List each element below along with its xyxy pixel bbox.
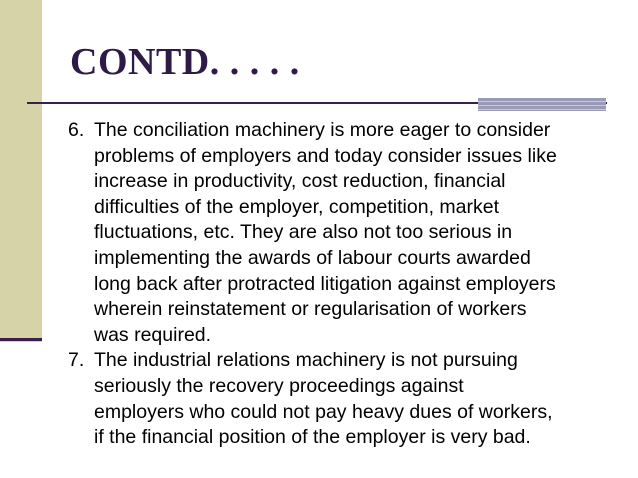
list-item-number: 6. <box>68 119 85 141</box>
slide-body <box>68 118 613 451</box>
text-line: The industrial relations machinery is not pursuing <box>94 349 518 372</box>
text-line: employers who could not pay heavy dues of workers, <box>94 400 553 423</box>
text-line: seriously the recovery proceedings against <box>94 374 464 397</box>
text-line: difficulties of the employer, competition, market <box>94 195 499 218</box>
left-decorative-band <box>0 0 42 342</box>
text-line: if the financial position of the employer is very bad. <box>94 426 531 449</box>
text-line: wherein reinstatement or regularisation of workers <box>94 298 527 321</box>
text-line: problems of employers and today consider issues like <box>94 144 557 167</box>
list-item-text <box>94 118 613 348</box>
list-item <box>68 118 613 348</box>
text-line: The conciliation machinery is more eager to consider <box>94 119 551 141</box>
list-item-number: 7. <box>68 349 85 372</box>
list-item <box>68 348 613 450</box>
list-item-text <box>94 348 613 450</box>
left-band-divider <box>0 338 42 341</box>
text-line: increase in productivity, cost reduction, financial <box>94 170 506 193</box>
text-line: was required. <box>94 323 212 346</box>
text-line: fluctuations, etc. They are also not too serious in <box>94 221 513 244</box>
title-underline-accent <box>478 98 606 111</box>
text-line: implementing the awards of labour courts awarded <box>94 246 531 269</box>
text-line: long back after protracted litigation against employers <box>94 272 556 295</box>
slide-title: CONTD. . . . . <box>70 41 300 83</box>
